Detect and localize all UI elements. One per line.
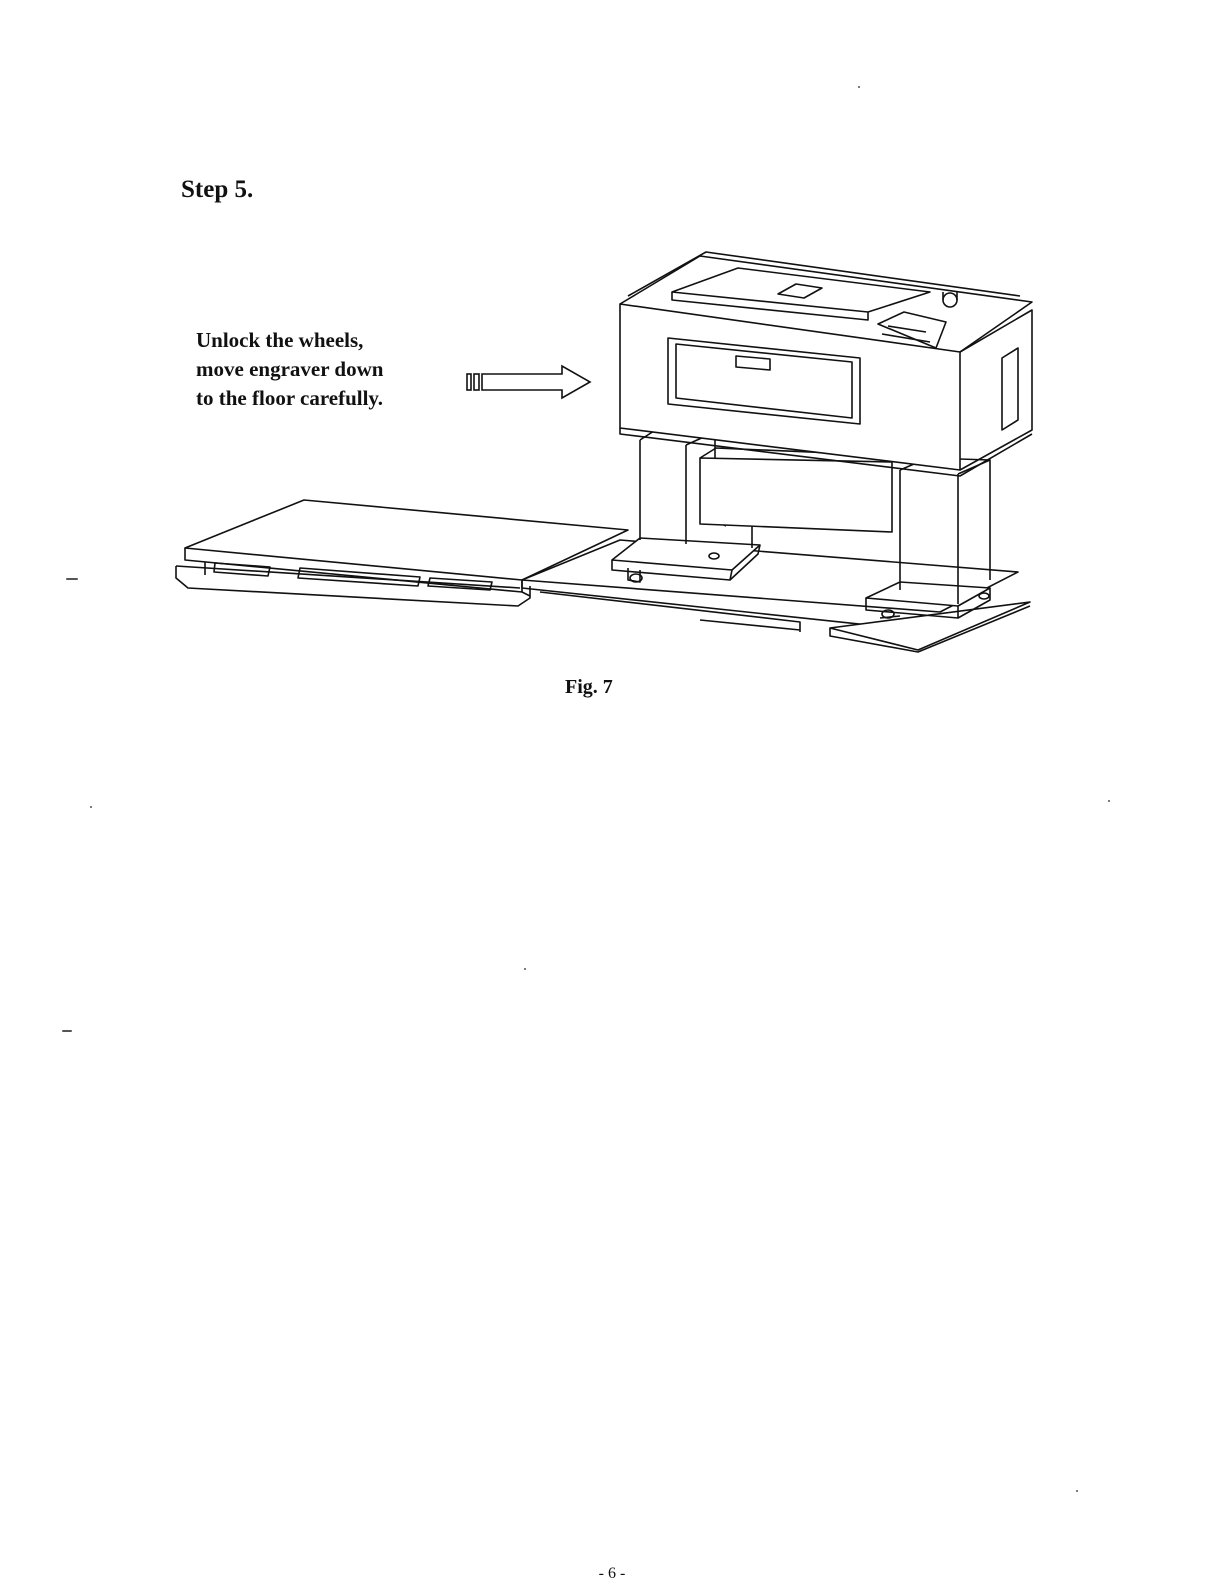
scan-speck — [1108, 800, 1110, 802]
instruction-line-3: to the floor carefully. — [196, 386, 384, 410]
scan-speck — [62, 1030, 72, 1032]
instruction-line-2: move engraver down — [196, 357, 384, 381]
scan-speck — [1076, 1490, 1078, 1492]
pallet — [176, 500, 628, 606]
scan-speck — [90, 806, 92, 808]
stand-crossbar — [700, 448, 902, 532]
step-heading: Step 5. — [181, 176, 254, 203]
scan-speck — [524, 968, 526, 970]
engraver-illustration — [150, 240, 1040, 660]
engraver-body — [620, 252, 1032, 476]
scan-speck — [858, 86, 860, 88]
instruction-line-1: Unlock the wheels, — [196, 328, 364, 352]
page-number: - 6 - — [598, 1565, 626, 1582]
figure-caption: Fig. 7 — [565, 676, 613, 698]
scan-speck — [66, 578, 78, 580]
